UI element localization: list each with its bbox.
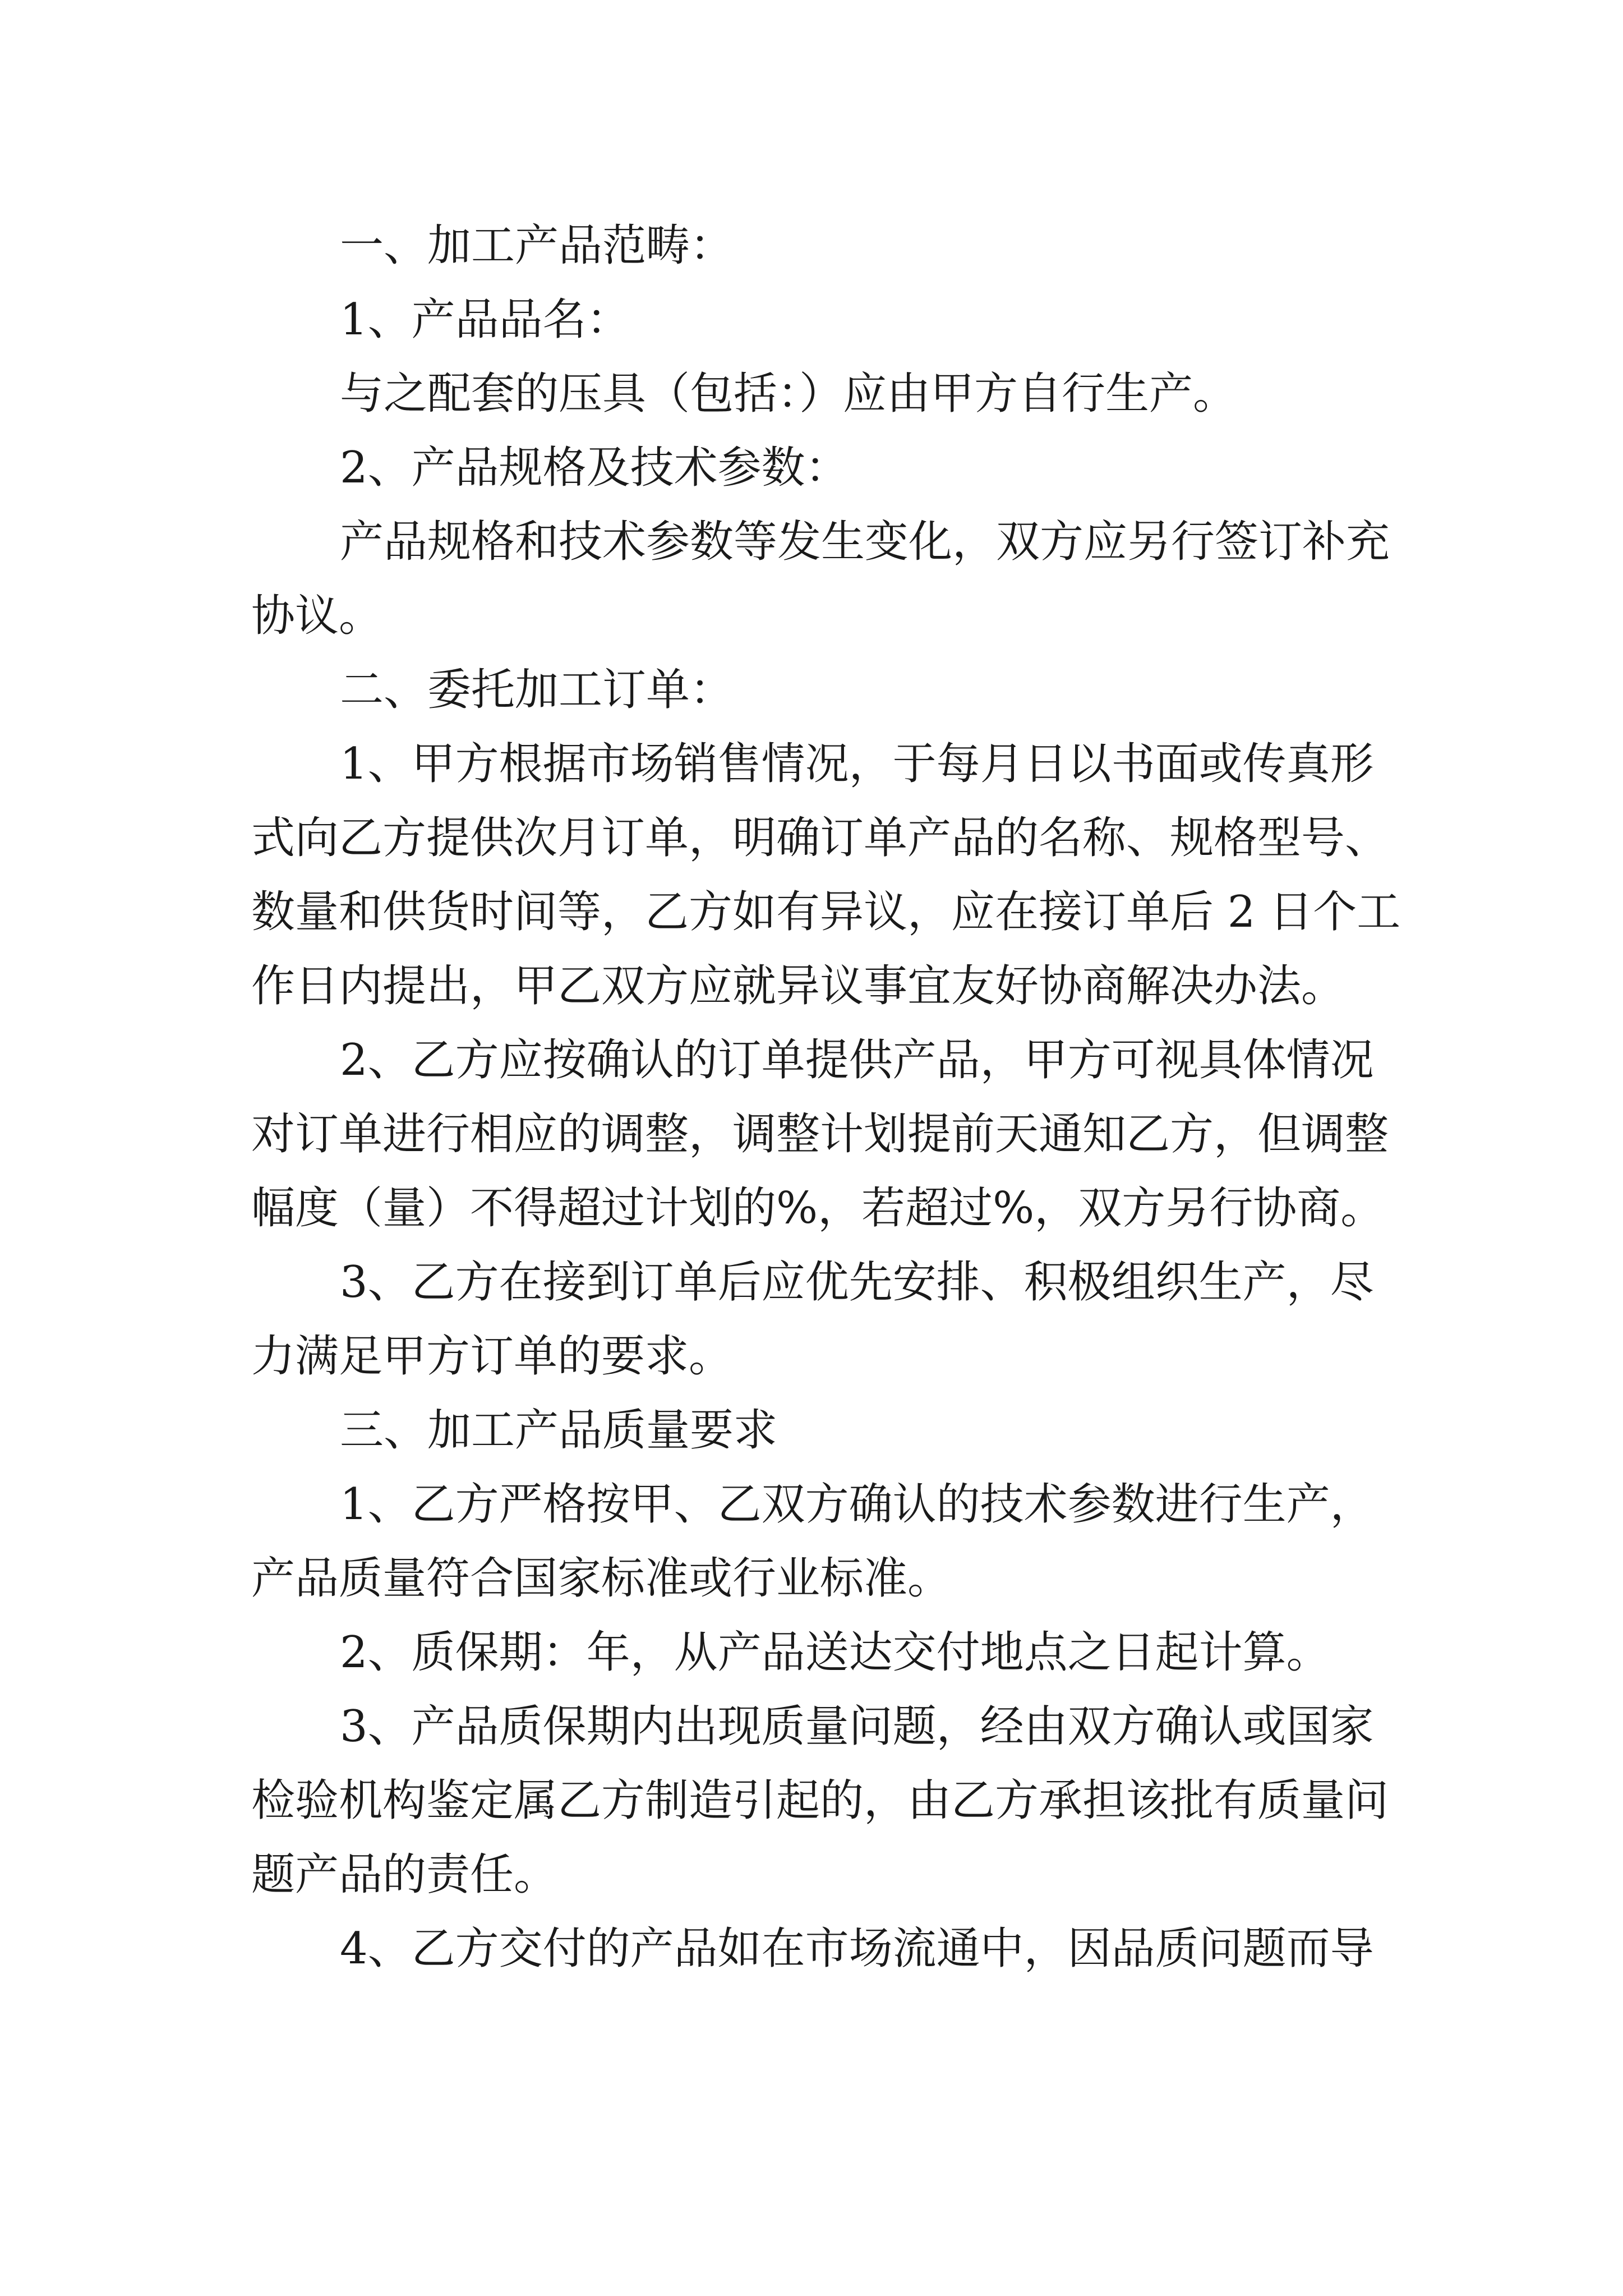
clause-line: 3、产品质保期内出现质量问题，经由双方确认或国家	[340, 1701, 1374, 1752]
section-heading-1: 一、加工产品范畴：	[340, 220, 734, 271]
clause-line: 3、乙方在接到订单后应优先安排、积极组织生产，尽	[340, 1257, 1374, 1308]
clause-line: 1、乙方严格按甲、乙双方确认的技术参数进行生产，	[340, 1479, 1374, 1530]
clause-line: 1、甲方根据市场销售情况，于每月日以书面或传真形	[340, 739, 1374, 789]
body-line: 题产品的责任。	[251, 1849, 558, 1900]
body-line: 作日内提出，甲乙双方应就异议事宜友好协商解决办法。	[251, 961, 1345, 1011]
body-line: 幅度（量）不得超过计划的%，若超过%，双方另行协商。	[251, 1183, 1385, 1234]
clause-line: 2、质保期：年，从产品送达交付地点之日起计算。	[340, 1627, 1330, 1678]
section-heading-2: 二、委托加工订单：	[340, 665, 734, 715]
body-line: 协议。	[251, 591, 383, 641]
clause-line: 2、产品规格及技术参数：	[340, 443, 849, 493]
body-line: 与之配套的压具（包括：）应由甲方自行生产。	[340, 369, 1237, 419]
clause-line: 1、产品品名：	[340, 295, 630, 345]
body-line: 对订单进行相应的调整，调整计划提前天通知乙方，但调整	[251, 1109, 1389, 1159]
clause-line: 4、乙方交付的产品如在市场流通中，因品质问题而导	[340, 1924, 1374, 1974]
body-line: 检验机构鉴定属乙方制造引起的，由乙方承担该批有质量问	[251, 1775, 1389, 1826]
section-heading-3: 三、加工产品质量要求	[340, 1405, 778, 1456]
body-line: 产品质量符合国家标准或行业标准。	[251, 1553, 952, 1604]
body-line: 数量和供货时间等，乙方如有异议，应在接订单后 2 日个工	[251, 887, 1401, 937]
body-line: 产品规格和技术参数等发生变化，双方应另行签订补充	[340, 517, 1390, 567]
clause-line: 2、乙方应按确认的订单提供产品，甲方可视具体情况	[340, 1035, 1374, 1085]
body-line: 力满足甲方订单的要求。	[251, 1331, 733, 1382]
body-line: 式向乙方提供次月订单，明确订单产品的名称、规格型号、	[251, 813, 1389, 863]
